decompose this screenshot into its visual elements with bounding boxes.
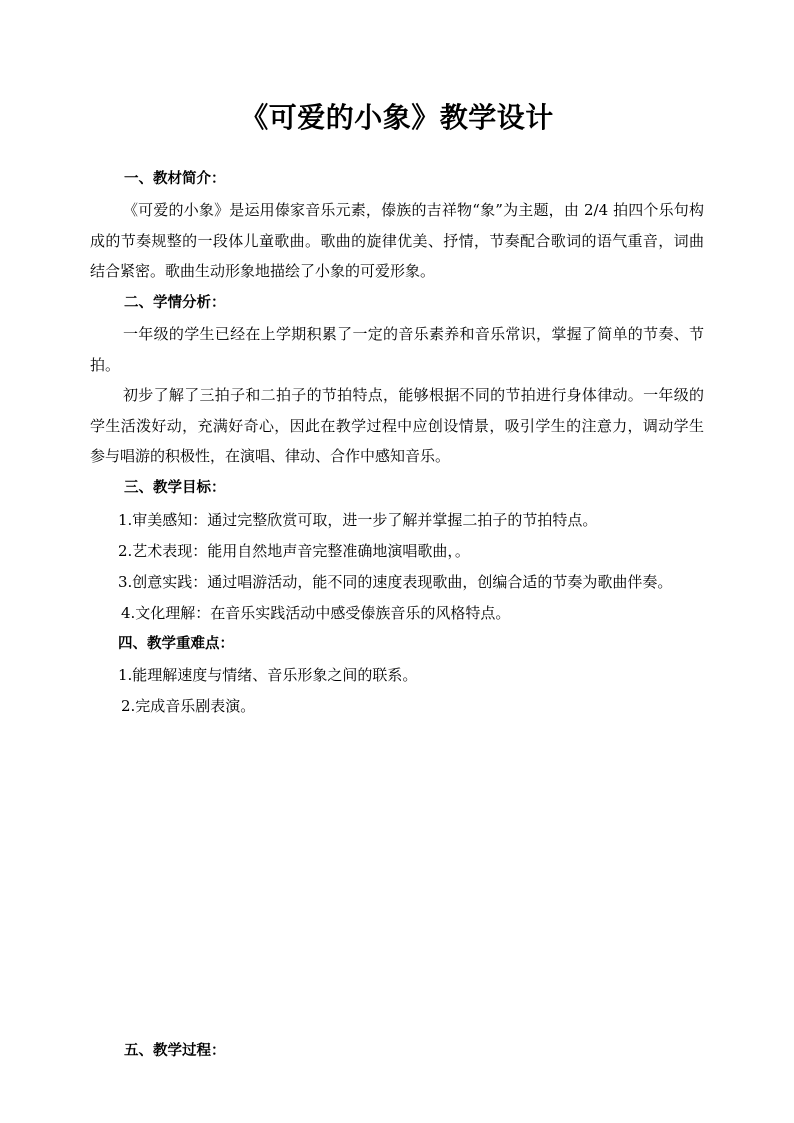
paragraph-learner-analysis-1: 一年级的学生已经在上学期积累了一定的音乐素养和音乐常识，掌握了简单的节奏、节拍。 [90,325,704,374]
key-point-item: 2.完成音乐剧表演。 [121,697,256,715]
section-heading-materials: 一、教材简介： [124,171,226,187]
objective-item: 3.创意实践：通过唱游活动，能不同的速度表现歌曲，创编合适的节奏为歌曲伴奏。 [118,573,673,591]
objective-item: 1.审美感知：通过完整欣赏可取，进一步了解并掌握二拍子的节拍特点。 [118,511,598,529]
paragraph-learner-analysis-2: 初步了解了三拍子和二拍子的节拍特点，能够根据不同的节拍进行身体律动。一年级的学生活泼好动，充满好奇心，因此在教学过程中应创设情景，吸引学生的注意力，调动学生参与唱游的积极性，在演唱、律动、合作中感知音乐。 [90,386,704,465]
section-heading-key-points: 四、教学重难点： [118,636,234,652]
section-heading-teaching-process: 五、教学过程： [124,1043,226,1059]
objective-item: 4.文化理解：在音乐实践活动中感受傣族音乐的风格特点。 [121,604,511,622]
section-heading-learner-analysis: 二、学情分析： [124,295,226,311]
objective-item: 2.艺术表现：能用自然地声音完整准确地演唱歌曲，。 [118,542,470,560]
paragraph-materials: 《可爱的小象》是运用傣家音乐元素，傣族的吉祥物“象”为主题，由 2/4 拍四个乐句构成的节奏规整的一段体儿童歌曲。歌曲的旋律优美、抒情，节奏配合歌词的语气重音，词曲结合紧密。歌曲生动形象地描绘了小象的可爱形象。 [90,201,704,280]
section-heading-objectives: 三、教学目标： [124,480,226,496]
document-title: 《可爱的小象》教学设计 [240,101,554,134]
key-point-item: 1.能理解速度与情绪、音乐形象之间的联系。 [118,666,418,684]
